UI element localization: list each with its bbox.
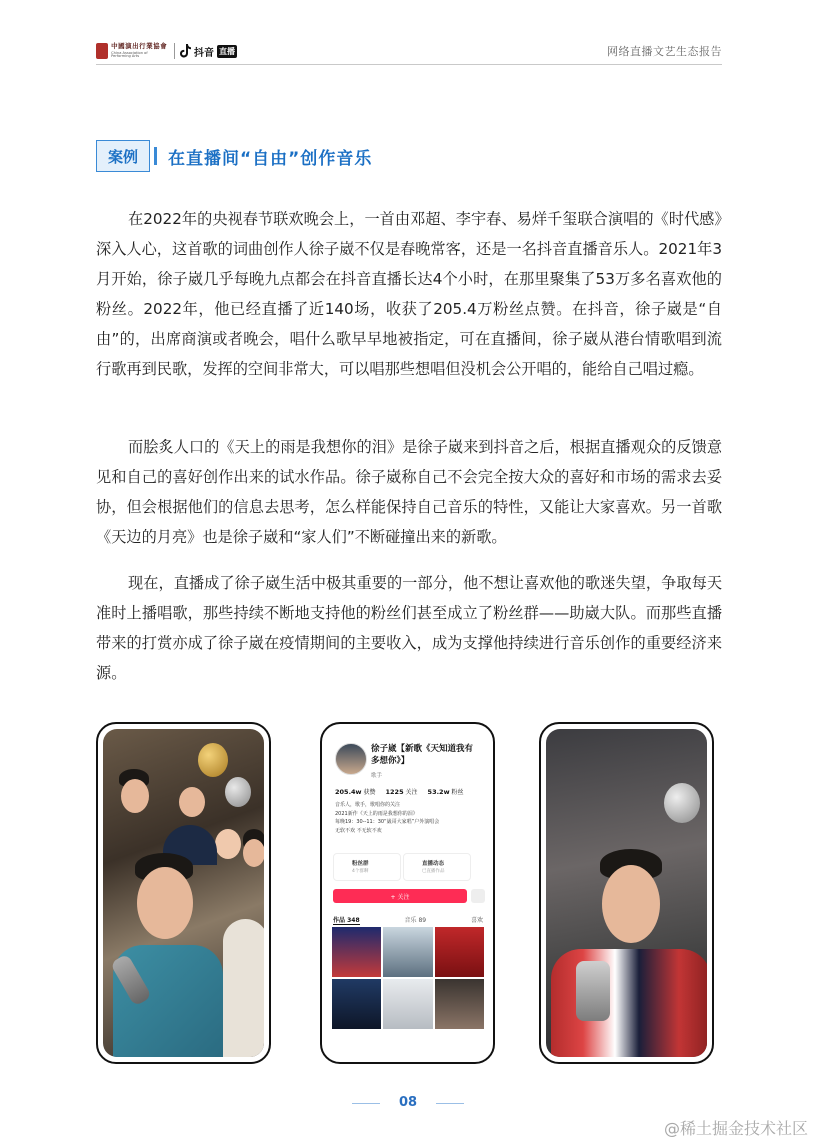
video-thumb[interactable] (435, 927, 484, 977)
stat-label: 获赞 (363, 789, 376, 796)
stat-label: 粉丝 (451, 789, 464, 796)
watermark: @稀土掘金技术社区 (663, 1119, 808, 1138)
stat-value: 1225 (385, 788, 404, 796)
association-name-cn: 中國演出行業協會 (111, 42, 168, 51)
association-logo (96, 41, 168, 61)
bio-line: 2021新作《天上的雨是我想你的泪》 (335, 810, 418, 817)
stat-label: 关注 (405, 789, 418, 796)
solo-live-screenshot (539, 722, 714, 1064)
body-paragraph: 而脍炙人口的《天上的雨是我想你的泪》是徐子崴来到抖音之后，根据直播观众的反馈意见和自己的喜好创作出来的试水作品。徐子崴称自己不会完全按大众的喜好和市场的需求去妥协，但会根据他们的信息去思考，怎么样能保持自己音乐的特性，又能让大家喜欢。另一首歌《天边的月亮》也是徐子崴和“家人们”不断碰撞出来的新歌。 (96, 438, 722, 546)
video-thumb[interactable] (383, 979, 432, 1029)
profile-screenshot (320, 722, 495, 1064)
video-thumb[interactable] (332, 979, 381, 1029)
header-divider (96, 64, 722, 65)
profile-stats (335, 787, 464, 796)
douyin-label: 抖音 (194, 47, 214, 59)
live-dynamics-box[interactable] (403, 853, 471, 881)
fan-group-box[interactable] (333, 853, 401, 881)
body-paragraph: 在2022年的央视春节联欢晚会上，一首由邓超、李宇春、易烊千玺联合演唱的《时代感》深入人心，这首歌的词曲创作人徐子崴不仅是春晚常客，还是一名抖音直播音乐人。2021年3月开始，徐子崴几乎每晚九点都会在抖音直播长达4个小时，在那里聚集了53万多名喜欢他的粉丝。2022年，他已经直播了近140场，收获了205.4万粉丝点赞。在抖音，徐子崴是“自由”的，出席商演或者晚会，唱什么歌早早地被指定，可在直播间，徐子崴从港台情歌唱到流行歌再到民歌，发挥的空间非常大，可以唱那些想唱但没机会公开唱的，能给自己唱过瘾。 (96, 210, 722, 378)
association-name-en: China Association of Performing Arts (111, 50, 148, 59)
tab-likes[interactable]: 喜欢 (470, 917, 483, 924)
seal-icon (96, 43, 108, 59)
case-title: 在直播间“自由”创作音乐 (168, 148, 373, 169)
bio-line: 无软不欢 不无软不欢 (335, 827, 382, 834)
body-paragraph: 现在，直播成了徐子崴生活中极其重要的一部分，他不想让喜欢他的歌迷失望，争取每天准时上播唱歌，那些持续不断地支持他的粉丝们甚至成立了粉丝群——助崴大队。而那些直播带来的打赏亦成了徐子崴在疫情期间的主要收入，成为支撑他持续进行音乐创作的重要经济来源。 (96, 574, 722, 682)
live-dynamics-sub: 已直播作品 (422, 869, 445, 874)
case-badge: 案例 (96, 140, 150, 172)
live-dynamics-label: 直播动态 (422, 861, 445, 867)
page-header (96, 38, 722, 64)
page-number: 08 (398, 1095, 418, 1110)
tab-works[interactable]: 作品 348 (333, 917, 360, 924)
profile-name: 徐子崴【新歌《天知道我有多想你》】 (371, 744, 474, 766)
report-title: 网络直播文艺生态报告 (607, 45, 722, 58)
douyin-live-logo (180, 43, 237, 59)
fan-group-label: 粉丝群 (352, 861, 369, 867)
profile-tag: 歌手 (371, 773, 383, 779)
live-stream-screenshot (96, 722, 271, 1064)
tab-music[interactable]: 音乐 89 (404, 917, 427, 924)
works-grid (332, 927, 484, 1029)
page-number-rule-left (352, 1103, 380, 1104)
stat-value: 205.4w (335, 788, 362, 796)
avatar (335, 743, 367, 775)
follow-button[interactable]: + 关注 (333, 889, 467, 903)
profile-tabs (333, 915, 483, 925)
video-thumb[interactable] (435, 979, 484, 1029)
page-number-rule-right (436, 1103, 464, 1104)
video-thumb[interactable] (383, 927, 432, 977)
more-button[interactable] (471, 889, 485, 903)
douyin-icon (180, 44, 191, 58)
case-heading (96, 140, 372, 172)
profile-bio (335, 801, 480, 835)
bio-line: 每晚19：30--11：30“崴哥大家唱”户外演唱会 (335, 819, 440, 825)
live-badge: 直播 (219, 46, 235, 56)
logo-divider (174, 43, 175, 59)
bio-line: 音乐人，歌手，歌唱你的关注 (335, 802, 401, 808)
fan-group-sub: 4个群聊 (352, 869, 369, 874)
video-thumb[interactable] (332, 927, 381, 977)
stat-value: 53.2w (427, 788, 450, 796)
